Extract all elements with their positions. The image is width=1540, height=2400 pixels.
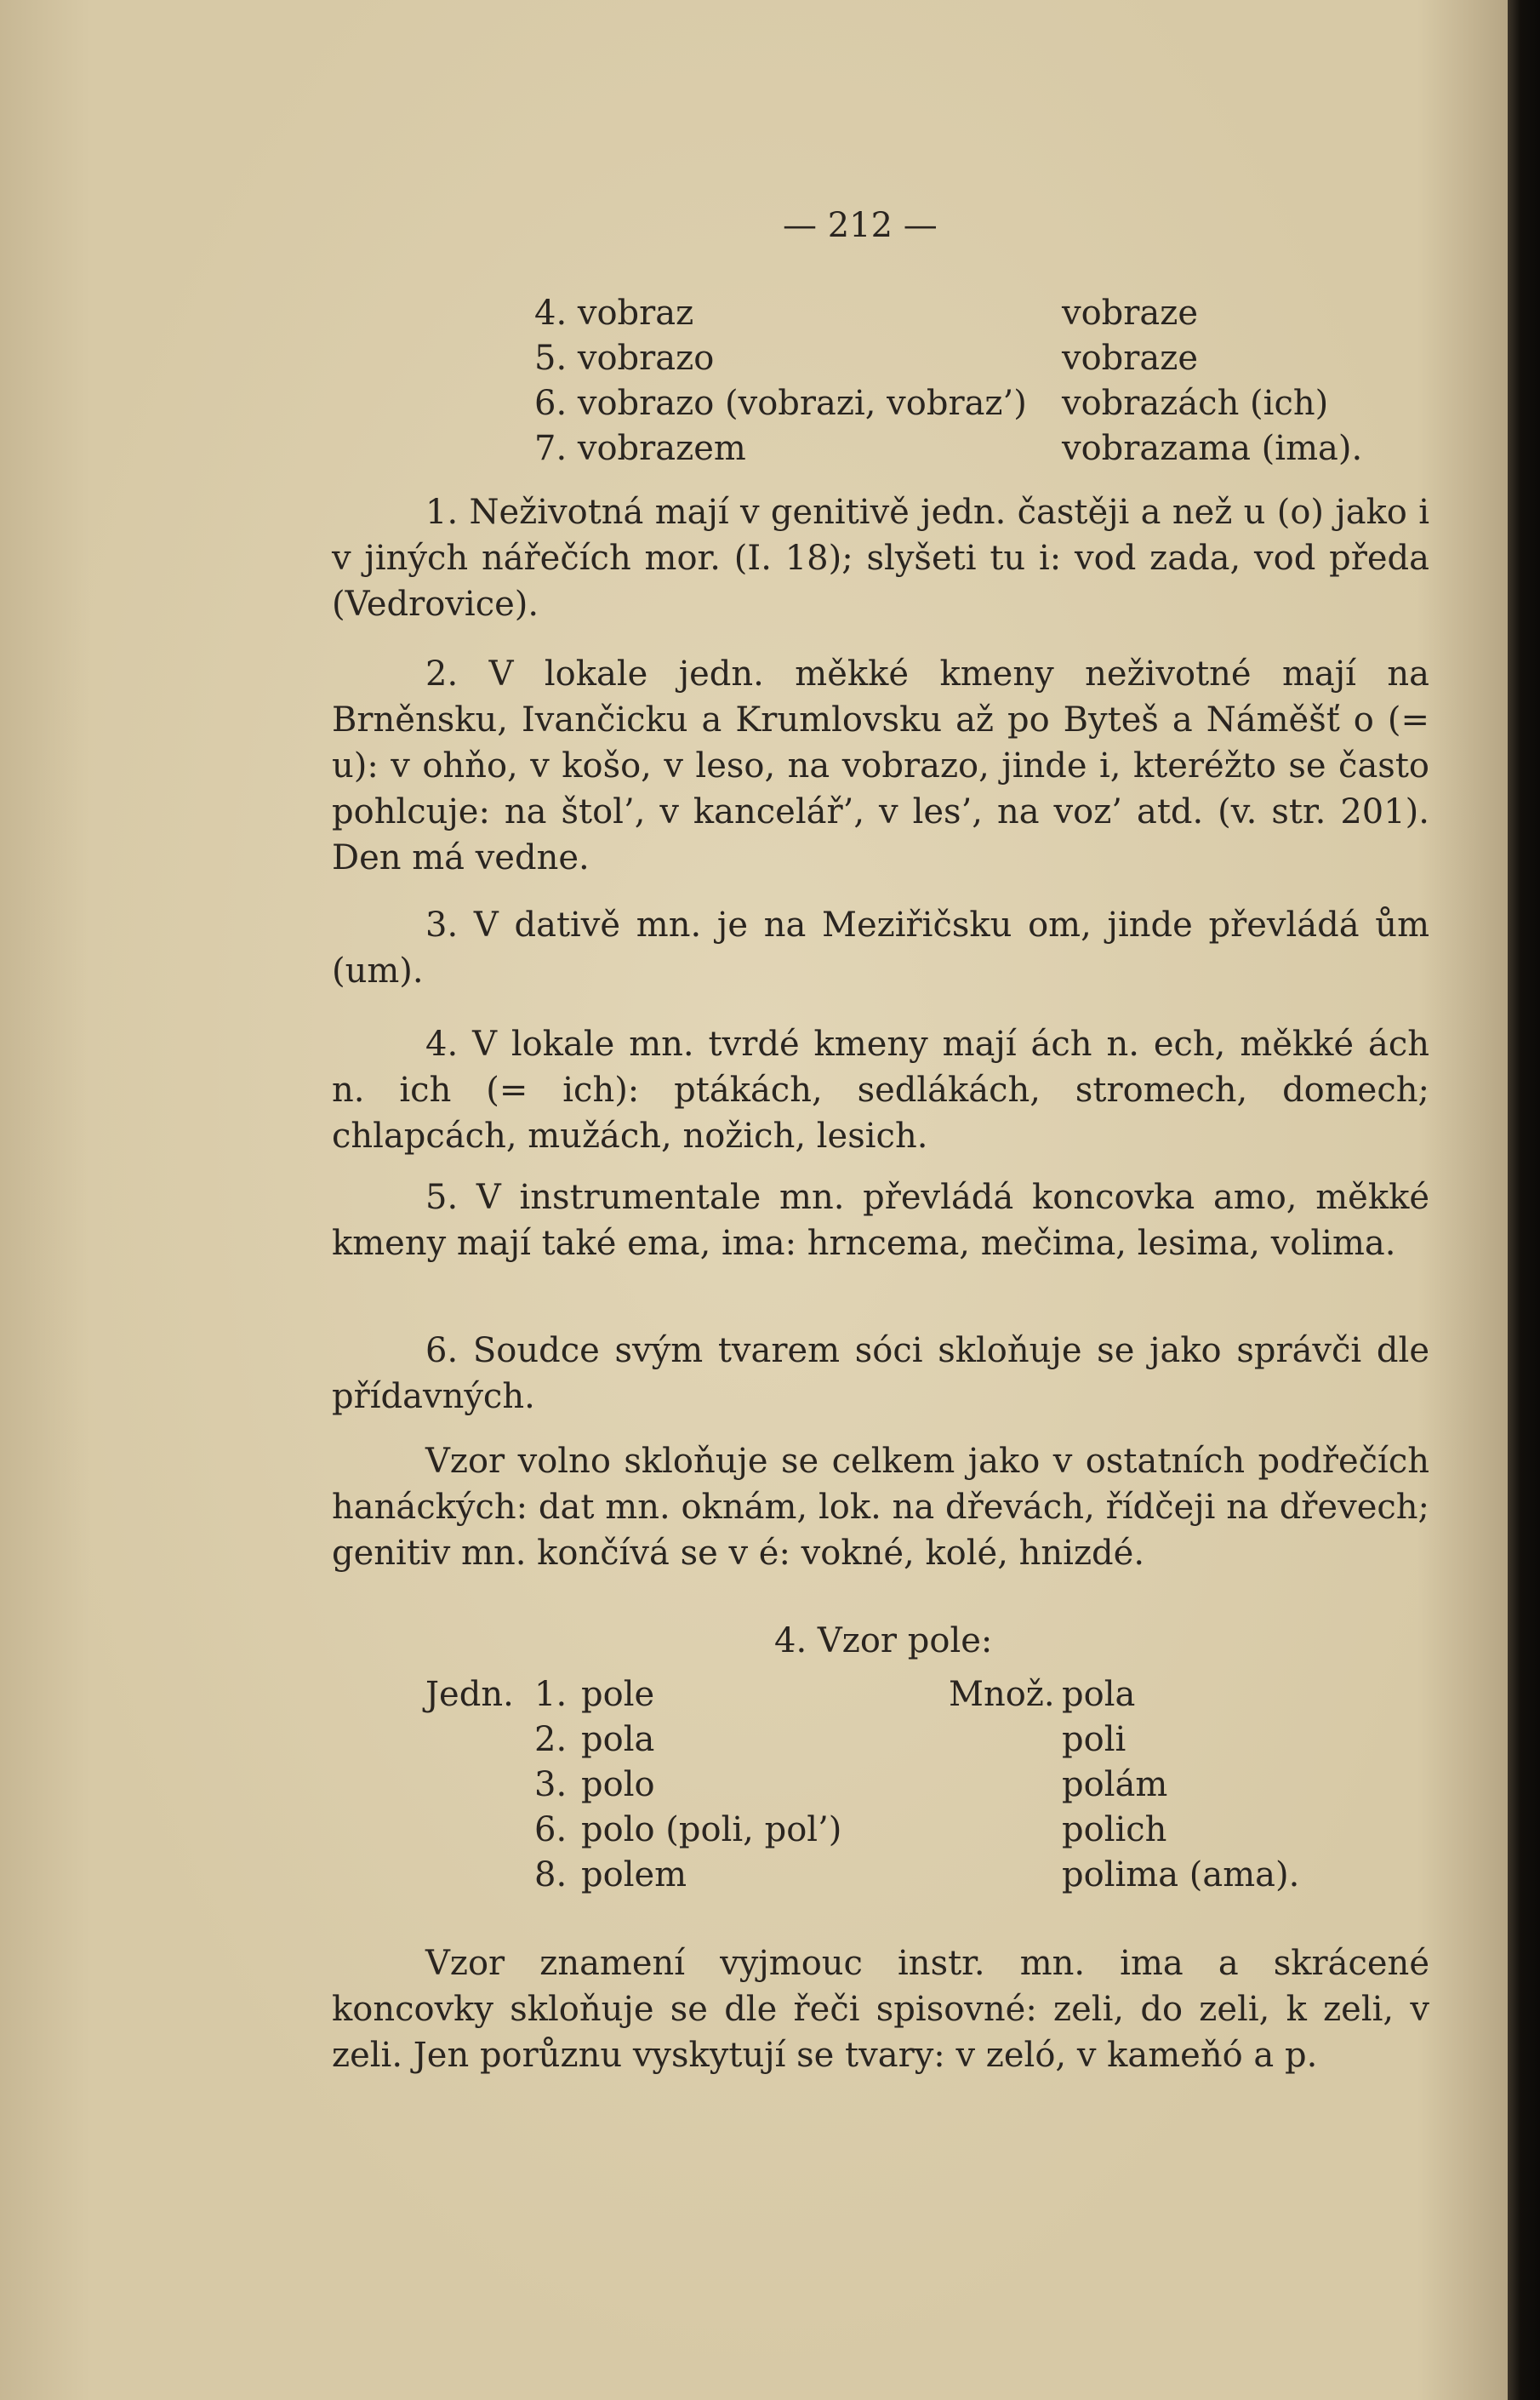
decl1-right-4: vobraze xyxy=(1062,294,1198,333)
decl2-num-3: 3. xyxy=(534,1765,568,1804)
section-heading: 4. Vzor pole: xyxy=(774,1621,993,1660)
decl2-plur-3: polám xyxy=(1062,1765,1168,1804)
decl2-num-1: 1. xyxy=(534,1675,568,1714)
note-7: Vzor volno skloňuje se celkem jako v ostatních podřečích hanáckých: dat mn. oknám, lok. na dřevách, řídčeji na dřevech; genitiv mn. končívá se v é: vokné, kolé, hnizdé. xyxy=(332,1442,1429,1573)
decl1-left-7: 7. vobrazem xyxy=(534,429,746,468)
plur-label: Množ. xyxy=(949,1675,1055,1714)
decl2-plur-8: polima (ama). xyxy=(1062,1855,1300,1894)
decl1-right-7: vobrazama (ima). xyxy=(1062,429,1363,468)
note-1: 1. Neživotná mají v genitivě jedn. častěji a než u (o) jako i v jiných nářečích mor. (I. 18); slyšeti tu i: vod zada, vod předa (Vedrovice). xyxy=(332,493,1429,624)
note-5: 5. V instrumentale mn. převládá koncovka amo, měkké kmeny mají také ema, ima: hrncema, mečima, lesima, volima. xyxy=(332,1178,1429,1263)
note-6: 6. Soudce svým tvarem sóci skloňuje se jako správči dle přídavných. xyxy=(332,1331,1429,1416)
decl2-num-8: 8. xyxy=(534,1855,568,1894)
note-4: 4. V lokale mn. tvrdé kmeny mají ách n. ech, měkké ách n. ich (= ich): ptákách, sedlákách, stromech, domech; chlapcách, mužách, nožich, lesich. xyxy=(332,1025,1429,1156)
decl2-plur-1: pola xyxy=(1062,1675,1136,1714)
decl2-sing-6: polo (poli, pol’) xyxy=(581,1810,842,1849)
decl2-plur-2: poli xyxy=(1062,1720,1126,1759)
note-2: 2. V lokale jedn. měkké kmeny neživotné mají na Brněnsku, Ivančicku a Krumlovsku až po Byteš a Náměšť o (= u): v ohňo, v košo, v leso, na vobrazo, jinde i, kteréžto se často pohlcuje: na štol’, v kancelář’, v les’, na voz’ atd. (v. str. 201). Den má vedne. xyxy=(332,654,1429,877)
decl1-right-6: vobrazách (ich) xyxy=(1062,384,1329,423)
decl2-sing-2: pola xyxy=(581,1720,655,1759)
sing-label: Jedn. xyxy=(425,1675,514,1714)
decl1-left-5: 5. vobrazo xyxy=(534,339,715,378)
decl2-sing-3: polo xyxy=(581,1765,655,1804)
decl2-num-2: 2. xyxy=(534,1720,568,1759)
page-number: — 212 — xyxy=(783,206,938,245)
decl2-num-6: 6. xyxy=(534,1810,568,1849)
decl2-sing-8: polem xyxy=(581,1855,687,1894)
note-3: 3. V dativě mn. je na Meziřičsku om, jinde převládá ům (um). xyxy=(332,906,1429,991)
final-paragraph: Vzor znamení vyjmouc instr. mn. ima a skrácené koncovky skloňuje se dle řeči spisovné: zeli, do zeli, k zeli, v zeli. Jen porůznu vyskytují se tvary: v zeló, v kameňó a p. xyxy=(332,1944,1429,2075)
book-spine-edge xyxy=(1508,0,1540,2400)
decl2-plur-6: polich xyxy=(1062,1810,1167,1849)
decl1-left-6: 6. vobrazo (vobrazi, vobraz’) xyxy=(534,384,1027,423)
decl1-left-4: 4. vobraz xyxy=(534,294,694,333)
decl1-right-5: vobraze xyxy=(1062,339,1198,378)
decl2-sing-1: pole xyxy=(581,1675,655,1714)
